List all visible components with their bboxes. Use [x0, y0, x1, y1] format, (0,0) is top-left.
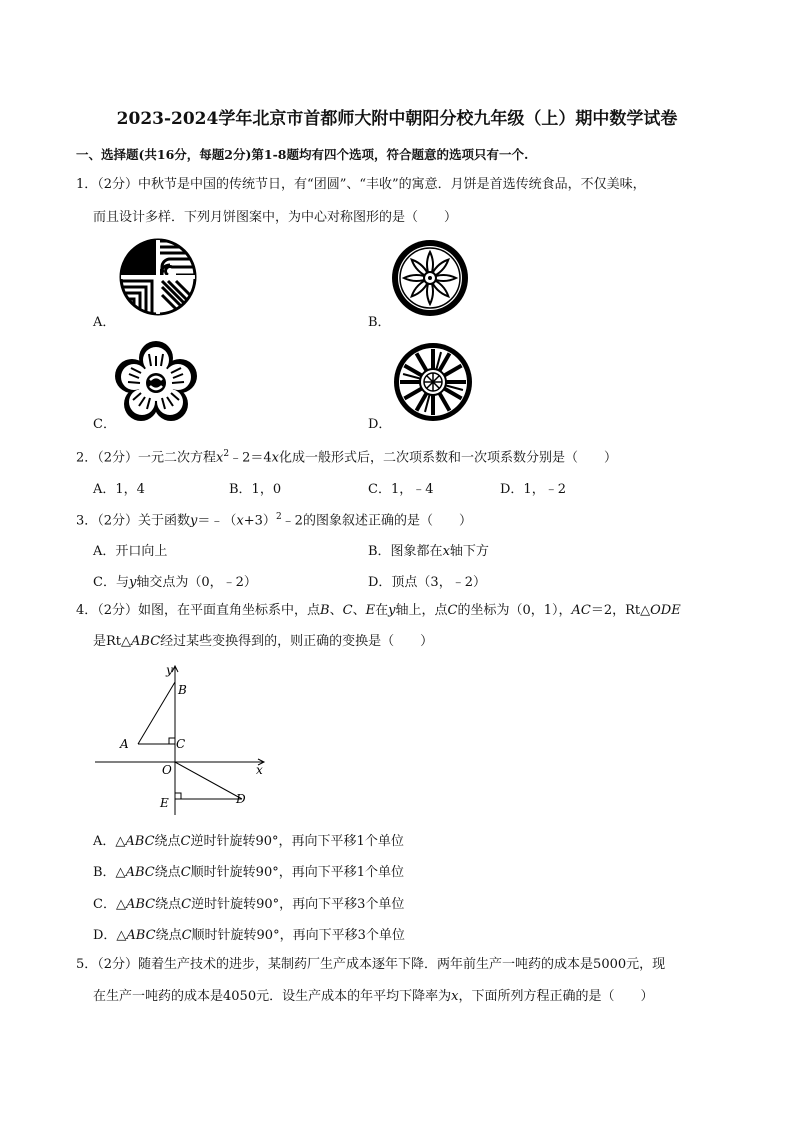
page-title: 2023-2024学年北京市首都师大附中朝阳分校九年级（上）期中数学试卷 — [116, 109, 678, 129]
q4-line2: 是Rt△ABC经过某些变换得到的，则正确的变换是（ ） — [93, 634, 434, 649]
fig-label-o: O — [162, 763, 172, 777]
q5-line2: 在生产一吨药的成本是4050元．设生产成本的年平均下降率为x，下面所列方程正确的是（ ） — [93, 989, 654, 1004]
q5-line1: 5．（2分）随着生产技术的进步，某制药厂生产成本逐年下降．两年前生产一吨药的成本是5000元，现 — [76, 957, 666, 972]
q4-option-b: B．△ABC绕点C顺时针旋转90°，再向下平移1个单位 — [93, 865, 404, 880]
mooncake-b-image[interactable] — [390, 238, 470, 318]
fig-label-d: D — [236, 792, 246, 806]
mooncake-a-image[interactable] — [118, 237, 198, 317]
q4-option-c: C．△ABC绕点C逆时针旋转90°，再向下平移3个单位 — [93, 897, 405, 912]
q1-option-d: D． — [368, 417, 392, 432]
q2-option-c: C．1，﹣4 — [368, 482, 434, 497]
q3-option-d: D．顶点（3，﹣2） — [368, 575, 486, 590]
fig-label-y: y — [166, 663, 173, 677]
q2-stem: 2．（2分）一元二次方程$x^2﹣2=4x$化成一般形式后，二次项系数和一次项系数分别是（ ） — [76, 449, 618, 466]
section-heading: 一、选择题(共16分，每题2分)第1-8题均有四个选项，符合题意的选项只有一个. — [76, 147, 529, 162]
q4-line1: 4．（2分）如图，在平面直角坐标系中，点B、C、E在y轴上，点C的坐标为（0，1），AC＝2，Rt△ODE — [76, 603, 681, 618]
q2-option-a: A．1，4 — [93, 482, 145, 497]
q4-coordinate-figure — [90, 660, 280, 820]
q2-option-b: B．1，0 — [229, 482, 282, 497]
mooncake-c-image[interactable] — [115, 342, 197, 424]
q4-option-a: A．△ABC绕点C逆时针旋转90°，再向下平移1个单位 — [93, 834, 404, 849]
fig-label-c: C — [176, 737, 186, 751]
q3-stem: 3．（2分）关于函数$y=﹣(x+3)^2﹣2$的图象叙述正确的是（ ） — [76, 512, 472, 529]
q1-line1: 1．（2分）中秋节是中国的传统节日，有“团圆”、“丰收”的寓意．月饼是首选传统食品，不仅美味， — [76, 177, 646, 192]
fig-label-b: B — [178, 683, 187, 697]
q1-line2: 而且设计多样．下列月饼图案中，为中心对称图形的是（ ） — [93, 210, 458, 225]
fig-label-x: x — [256, 763, 263, 777]
q1-option-c: C． — [93, 417, 116, 432]
q2-option-d: D．1，﹣2 — [500, 482, 566, 497]
q1-option-a: A． — [93, 315, 116, 330]
q3-option-b: B．图象都在x轴下方 — [368, 544, 489, 559]
fig-label-a: A — [120, 737, 129, 751]
q4-option-d: D．△ABC绕点C顺时针旋转90°，再向下平移3个单位 — [93, 928, 405, 943]
fig-label-e: E — [160, 796, 169, 810]
q1-option-b: B． — [368, 315, 391, 330]
q3-option-c: C．与y轴交点为（0，﹣2） — [93, 575, 257, 590]
q3-option-a: A．开口向上 — [93, 544, 168, 559]
mooncake-d-image[interactable] — [392, 341, 474, 423]
